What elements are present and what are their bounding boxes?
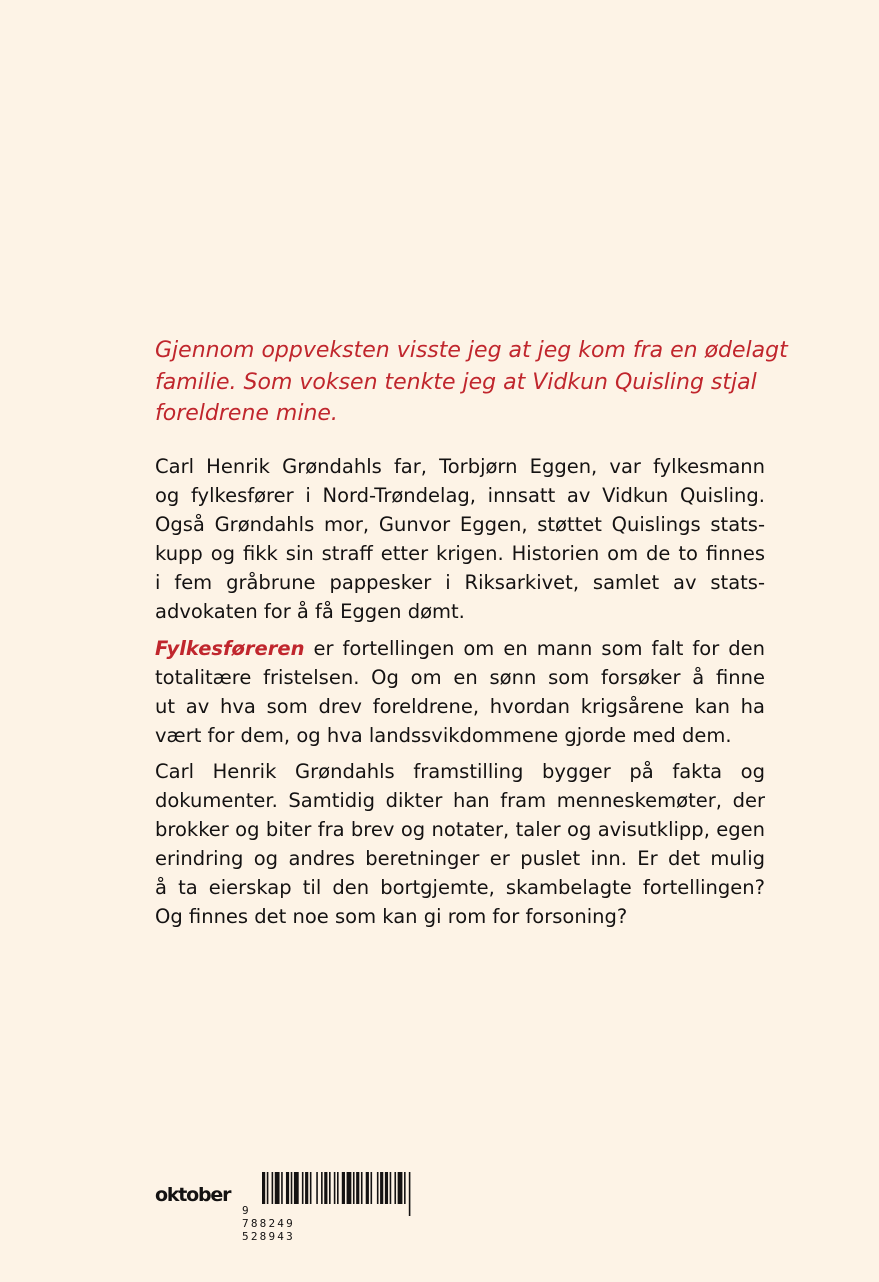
barcode-bar: [409, 1172, 411, 1216]
text-line: brokker og biter fra brev og notater, taler og avisutklipp, egen: [155, 818, 765, 841]
blurb-paragraph-3: [155, 757, 765, 931]
barcode-bar: [324, 1172, 327, 1204]
barcode-bar: [404, 1172, 406, 1204]
barcode-bar: [302, 1172, 304, 1204]
barcode-bar: [316, 1172, 318, 1204]
barcode-bar: [390, 1172, 392, 1204]
blurb-paragraph-1: [155, 452, 765, 626]
text-line: [155, 634, 765, 663]
barcode-bar: [398, 1172, 403, 1204]
text-fragment: er fortellingen om en mann som falt for den: [304, 637, 765, 660]
text-line: å ta eierskap til den bortgjemte, skambelagte fortellingen?: [155, 876, 765, 899]
barcode-bar: [366, 1172, 369, 1204]
barcode-bar: [321, 1172, 323, 1204]
text-line: advokaten for å få Eggen dømt.: [155, 600, 465, 623]
text-line: ut av hva som drev foreldrene, hvordan krigsårene kan ha: [155, 695, 765, 718]
barcode-bar: [347, 1172, 352, 1204]
text-line: og fylkesfører i Nord-Trøndelag, innsatt av Vidkun Quisling.: [155, 484, 765, 507]
quote-line: familie. Som voksen tenkte jeg at Vidkun Quisling stjal: [155, 369, 757, 395]
barcode-bar: [356, 1172, 359, 1204]
text-line: Også Grøndahls mor, Gunvor Eggen, støttet Quislings stats-: [155, 513, 765, 536]
barcode-bar: [294, 1172, 299, 1204]
publisher-logo: oktober: [155, 1184, 231, 1206]
quote-line: foreldrene mine.: [155, 401, 338, 426]
barcode-bar: [371, 1172, 373, 1204]
text-line: totalitære fristelsen. Og om en sønn som forsøker å finne: [155, 666, 765, 689]
barcode-bar: [275, 1172, 280, 1204]
pull-quote: [155, 335, 788, 430]
text-line: dokumenter. Samtidig dikter han fram menneskemøter, der: [155, 789, 765, 812]
quote-line: Gjennom oppveksten visste jeg at jeg kom fra en ødelagt: [155, 338, 788, 363]
barcode-bar: [286, 1172, 289, 1204]
barcode-bar: [305, 1172, 308, 1204]
text-line: Carl Henrik Grøndahls far, Torbjørn Eggen, var fylkesmann: [155, 455, 765, 478]
text-line: kupp og fikk sin straff etter krigen. Historien om de to finnes: [155, 542, 765, 565]
book-title: Fylkesføreren: [155, 637, 305, 660]
text-line: Carl Henrik Grøndahls framstilling bygger på fakta og: [155, 760, 765, 783]
barcode-bar: [380, 1172, 383, 1204]
barcode-bar: [353, 1172, 355, 1204]
barcode-bar: [310, 1172, 312, 1204]
text-line: i fem gråbrune pappesker i Riksarkivet, samlet av stats-: [155, 571, 765, 594]
barcode-bar: [385, 1172, 388, 1204]
barcode-bar: [377, 1172, 379, 1204]
text-line: Og finnes det noe som kan gi rom for forsoning?: [155, 905, 628, 928]
barcode-bar: [334, 1172, 336, 1204]
text-line: vært for dem, og hva landssvikdommene gjorde med dem.: [155, 724, 732, 747]
barcode-bar: [329, 1172, 331, 1204]
barcode-bar: [281, 1172, 283, 1204]
barcode-bar: [272, 1172, 274, 1204]
text-line: erindring og andres beretninger er puslet inn. Er det mulig: [155, 847, 765, 870]
barcode-bar: [394, 1172, 396, 1204]
isbn-number: 9 788249 528943: [242, 1204, 295, 1243]
barcode-bar: [361, 1172, 363, 1204]
blurb-paragraph-2: [155, 634, 765, 750]
barcode-bar: [337, 1172, 339, 1204]
barcode-bar: [291, 1172, 293, 1204]
barcode-bar: [342, 1172, 345, 1204]
